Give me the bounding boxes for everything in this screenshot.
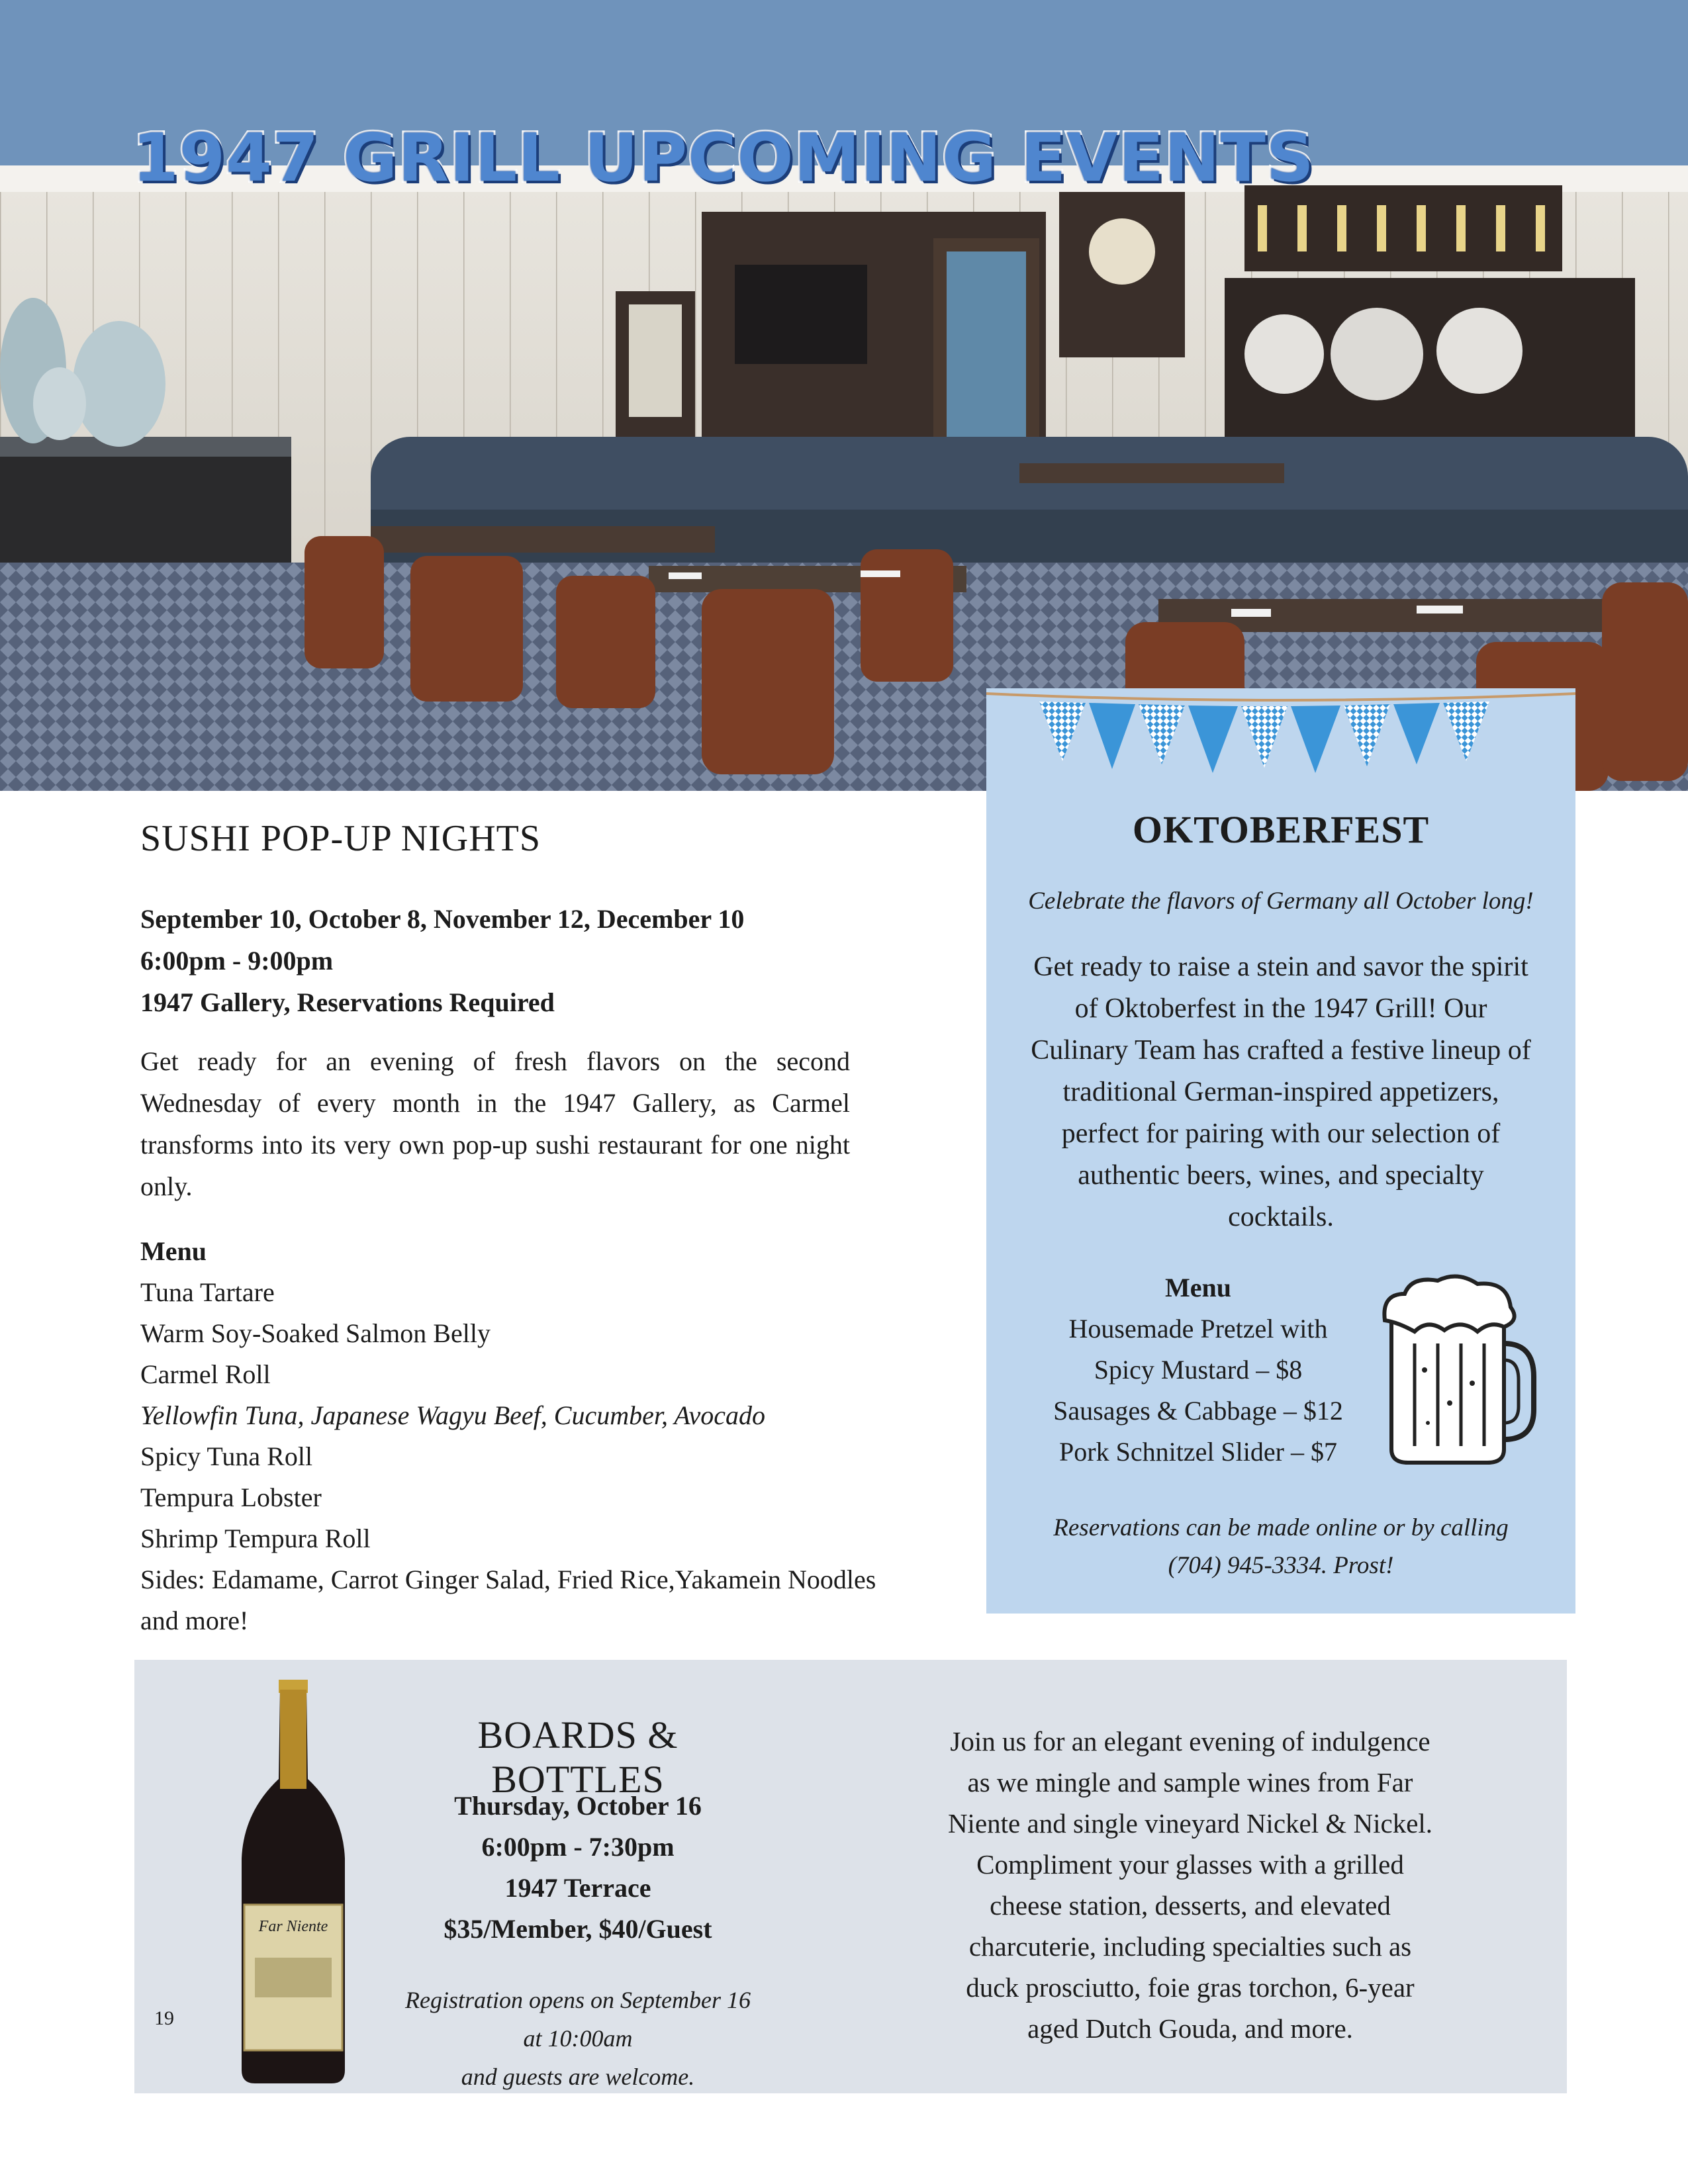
oktoberfest-menu	[1019, 1267, 1377, 1473]
boards-registration	[396, 1981, 760, 2096]
oktoberfest-title: OKTOBERFEST	[1132, 808, 1430, 851]
sushi-menu-item: Warm Soy-Soaked Salmon Belly	[140, 1318, 491, 1348]
sushi-title: SUSHI POP-UP NIGHTS	[140, 818, 541, 859]
boards-time: 6:00pm - 7:30pm	[481, 1832, 675, 1862]
sushi-section	[140, 817, 994, 1641]
bottle-label: Far Niente	[258, 1918, 328, 1935]
sushi-dates: September 10, October 8, November 12, December 10	[140, 904, 745, 934]
sushi-time: 6:00pm - 9:00pm	[140, 946, 334, 976]
beer-mug-icon	[1378, 1271, 1537, 1469]
registration-line: Registration opens on September 16 at 10:00am	[405, 1987, 751, 2052]
sushi-menu-item: Sides: Edamame, Carrot Ginger Salad, Fried Rice,Yakamein Noodles	[140, 1565, 876, 1594]
registration-line: and guests are welcome.	[461, 2064, 695, 2090]
oktoberfest-panel	[986, 688, 1575, 1614]
sushi-menu-item: and more!	[140, 1606, 249, 1635]
oktoberfest-tagline: Celebrate the flavors of Germany all October long!	[1028, 887, 1534, 915]
oktoberfest-menu-heading: Menu	[1165, 1273, 1231, 1302]
sushi-menu-item: Shrimp Tempura Roll	[140, 1524, 371, 1553]
sushi-menu-item: Carmel Roll	[140, 1359, 271, 1389]
reservation-line: Reservations can be made online or by calling	[1053, 1514, 1509, 1541]
sushi-menu-item: Tempura Lobster	[140, 1482, 322, 1512]
boards-details	[412, 1786, 743, 1950]
oktoberfest-menu-item: Sausages & Cabbage – $12	[1053, 1396, 1343, 1426]
oktoberfest-reservations	[986, 1509, 1575, 1584]
boards-bottles-panel	[134, 1660, 1567, 2093]
sushi-menu-item: Spicy Tuna Roll	[140, 1441, 313, 1471]
sushi-menu-heading: Menu	[140, 1236, 207, 1266]
boards-date: Thursday, October 16	[454, 1791, 702, 1821]
sushi-menu-item: Tuna Tartare	[140, 1277, 275, 1307]
boards-title: BOARDS & BOTTLES	[477, 1713, 679, 1801]
oktoberfest-menu-item: Housemade Pretzel with	[1068, 1314, 1328, 1343]
page-title: 1947 GRILL UPCOMING EVENTS	[132, 119, 1315, 197]
oktoberfest-menu-item: Pork Schnitzel Slider – $7	[1059, 1437, 1337, 1467]
sushi-menu-item-description: Yellowfin Tuna, Japanese Wagyu Beef, Cucumber, Avocado	[140, 1400, 766, 1430]
oktoberfest-menu-item: Spicy Mustard – $8	[1094, 1355, 1303, 1385]
sushi-location: 1947 Gallery, Reservations Required	[140, 987, 555, 1017]
reservation-phone: (704) 945-3334. Prost!	[1168, 1552, 1394, 1579]
bunting-decoration	[986, 688, 1575, 781]
page-number: 19	[154, 2007, 174, 2029]
oktoberfest-description: Get ready to raise a stein and savor the spirit of Oktoberfest in the 1947 Grill! Our Culinary Team has crafted a festive lineup of traditional German-inspired appetizers, perfect for pairing with our selection of authentic beers, wines, and specialty cocktails.	[1031, 952, 1531, 1232]
wine-bottle-icon	[227, 1680, 359, 2090]
sushi-description: Get ready for an evening of fresh flavors on the second Wednesday of every month in the 1947 Gallery, as Carmel transforms into its very own pop-up sushi restaurant for one night only.	[140, 1046, 850, 1201]
boards-location: 1947 Terrace	[504, 1873, 651, 1903]
boards-price: $35/Member, $40/Guest	[444, 1914, 712, 1944]
boards-description: Join us for an elegant evening of indulgence as we mingle and sample wines from Far Niente and single vineyard Nickel & Nickel. Compliment your glasses with a grilled cheese station, desserts, and elevated charcuterie, including specialties such as duck prosciutto, foie gras torchon, 6-year aged Dutch Gouda, and more.	[947, 1726, 1433, 2044]
sushi-menu	[140, 1231, 994, 1641]
